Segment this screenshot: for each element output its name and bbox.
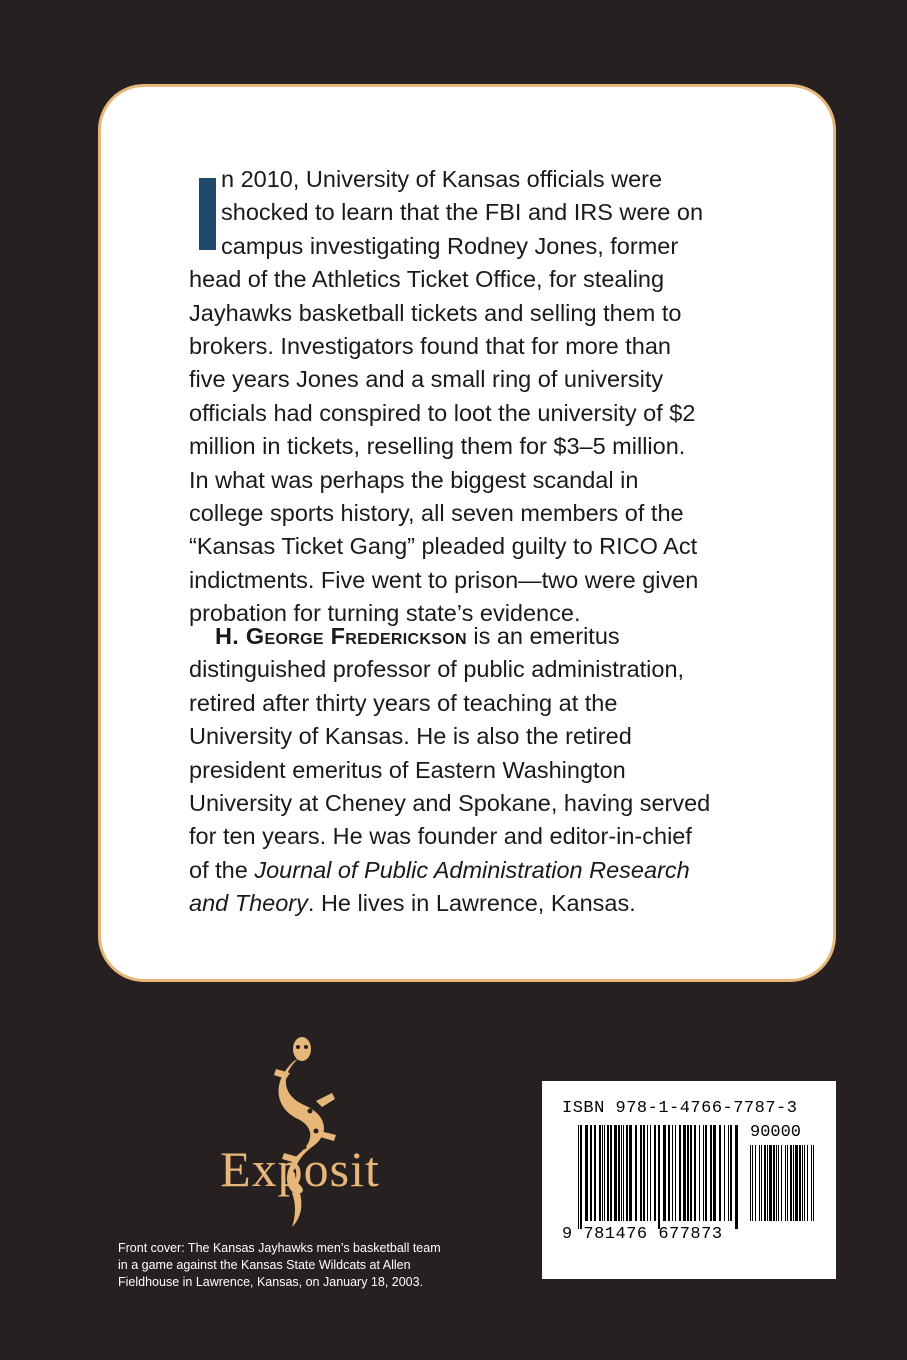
barcode-bar bbox=[580, 1125, 582, 1229]
barcode-bar bbox=[699, 1125, 700, 1221]
author-bio-line: for ten years. He was founder and editor-in-chief bbox=[189, 823, 692, 850]
barcode-bar bbox=[787, 1145, 788, 1221]
barcode-bar bbox=[590, 1125, 592, 1221]
barcode-bar bbox=[694, 1125, 696, 1221]
barcode-bar bbox=[778, 1145, 779, 1221]
cover-credit-line: Fieldhouse in Lawrence, Kansas, on January 18, 2003. bbox=[118, 1275, 424, 1289]
barcode-bar bbox=[759, 1145, 760, 1221]
barcode-bar bbox=[750, 1145, 751, 1221]
author-bio-line: is an emeritus bbox=[466, 623, 620, 649]
barcode-bar bbox=[690, 1125, 692, 1221]
blurb-line: brokers. Investigators found that for more than bbox=[189, 333, 672, 360]
book-blurb bbox=[189, 163, 789, 631]
journal-title: Journal of Public Administration Research bbox=[254, 856, 690, 883]
barcode-bar bbox=[728, 1125, 729, 1221]
barcode-bar bbox=[752, 1145, 753, 1221]
publisher-logo-wordmark: Exposit bbox=[220, 1141, 380, 1197]
blurb-line: campus investigating Rodney Jones, former bbox=[221, 232, 679, 259]
barcode-bar bbox=[658, 1125, 660, 1229]
barcode-bar bbox=[773, 1145, 775, 1221]
barcode-bar bbox=[807, 1145, 808, 1221]
barcode-bar bbox=[764, 1145, 766, 1221]
barcode-bar bbox=[621, 1125, 622, 1221]
author-bio-line: president emeritus of Eastern Washington bbox=[189, 756, 626, 783]
blurb-line: shocked to learn that the FBI and IRS were on bbox=[221, 199, 704, 226]
blurb-line: probation for turning state’s evidence. bbox=[189, 600, 581, 627]
barcode-bar bbox=[640, 1125, 642, 1221]
barcode-bar bbox=[668, 1125, 670, 1221]
blurb-line: million in tickets, reselling them for $3–5 million. bbox=[189, 433, 686, 460]
barcode-bar bbox=[767, 1145, 768, 1221]
barcode-bar bbox=[795, 1145, 798, 1221]
author-bio-line: . He lives in Lawrence, Kansas. bbox=[307, 890, 636, 917]
blurb-line: five years Jones and a small ring of university bbox=[189, 366, 664, 393]
blurb-line: Jayhawks basketball tickets and selling them to bbox=[189, 299, 682, 326]
barcode-bar bbox=[675, 1125, 676, 1221]
barcode-bar bbox=[629, 1125, 632, 1221]
barcode-bar bbox=[703, 1125, 704, 1221]
blurb-line: “Kansas Ticket Gang” pleaded guilty to RICO Act bbox=[189, 533, 698, 560]
blurb-line: head of the Athletics Ticket Office, for stealing bbox=[189, 266, 665, 293]
barcode-bar bbox=[813, 1145, 814, 1221]
addon-barcode-bars bbox=[750, 1145, 818, 1229]
author-name: H. George Frederickson bbox=[215, 623, 467, 649]
barcode-bar bbox=[776, 1145, 777, 1221]
barcode-bar bbox=[811, 1145, 812, 1221]
author-bio bbox=[189, 620, 789, 921]
barcode-bar bbox=[672, 1125, 673, 1221]
blurb-panel bbox=[98, 84, 836, 982]
ean-digits: 9 781476 677873 bbox=[562, 1225, 723, 1244]
author-bio-line: of the bbox=[189, 856, 255, 883]
barcode-bar bbox=[761, 1145, 762, 1221]
isbn-barcode bbox=[542, 1081, 836, 1279]
barcode-bar bbox=[585, 1125, 588, 1221]
barcode-bar bbox=[705, 1125, 707, 1221]
blurb-line: officials had conspired to loot the university of $2 bbox=[189, 399, 696, 426]
barcode-bar bbox=[594, 1125, 596, 1221]
cover-credit bbox=[118, 1240, 498, 1291]
barcode-bar bbox=[769, 1145, 772, 1221]
barcode-bar bbox=[683, 1125, 686, 1221]
blurb-line: n 2010, University of Kansas officials were bbox=[221, 166, 663, 192]
barcode-bar bbox=[607, 1125, 609, 1221]
isbn-label: ISBN 978-1-4766-7787-3 bbox=[562, 1099, 798, 1118]
barcode-bar bbox=[614, 1125, 617, 1221]
barcode-bar bbox=[730, 1125, 732, 1221]
price-code: 90000 bbox=[750, 1123, 802, 1142]
blurb-line: college sports history, all seven members of the bbox=[189, 500, 684, 527]
barcode-bar bbox=[626, 1125, 628, 1221]
barcode-bar bbox=[623, 1125, 624, 1221]
blurb-line: In what was perhaps the biggest scandal in bbox=[189, 466, 639, 493]
barcode-bar bbox=[790, 1145, 792, 1221]
barcode-bar bbox=[654, 1125, 656, 1221]
barcode-bar bbox=[635, 1125, 637, 1221]
cover-credit-line: in a game against the Kansas State Wildcats at Allen bbox=[118, 1258, 411, 1272]
author-bio-line: University at Cheney and Spokane, having served bbox=[189, 790, 711, 817]
barcode-bar bbox=[724, 1125, 725, 1221]
blurb-line: indictments. Five went to prison—two were given bbox=[189, 566, 699, 593]
barcode-bar bbox=[578, 1125, 579, 1229]
barcode-bar bbox=[793, 1145, 794, 1221]
barcode-bar bbox=[804, 1145, 805, 1221]
barcode-bar bbox=[735, 1125, 738, 1229]
barcode-bar bbox=[618, 1125, 620, 1221]
barcode-bar bbox=[755, 1145, 756, 1221]
barcode-bar bbox=[599, 1125, 601, 1221]
barcode-bar bbox=[802, 1145, 803, 1221]
barcode-bar bbox=[781, 1145, 782, 1221]
barcode-bar bbox=[713, 1125, 716, 1221]
barcode-bar bbox=[710, 1125, 712, 1221]
cover-credit-line: Front cover: The Kansas Jayhawks men’s basketball team bbox=[118, 1241, 441, 1255]
barcode-bar bbox=[679, 1125, 681, 1221]
barcode-bar bbox=[604, 1125, 605, 1221]
barcode-bar bbox=[650, 1125, 651, 1221]
barcode-bar bbox=[610, 1125, 612, 1221]
author-bio-line: distinguished professor of public administration, bbox=[189, 656, 685, 683]
barcode-bar bbox=[785, 1145, 786, 1221]
salamander-icon bbox=[240, 1035, 400, 1235]
barcode-bar bbox=[799, 1145, 801, 1221]
barcode-bar bbox=[687, 1125, 689, 1221]
barcode-bar bbox=[602, 1125, 603, 1221]
author-bio-line: University of Kansas. He is also the retired bbox=[189, 723, 632, 750]
journal-title: and Theory bbox=[189, 890, 308, 917]
barcode-bars bbox=[578, 1125, 738, 1229]
barcode-bar bbox=[719, 1125, 721, 1221]
barcode-bar bbox=[663, 1125, 666, 1221]
barcode-bar bbox=[643, 1125, 645, 1221]
barcode-bar bbox=[647, 1125, 648, 1221]
author-bio-line: retired after thirty years of teaching at the bbox=[189, 689, 618, 716]
